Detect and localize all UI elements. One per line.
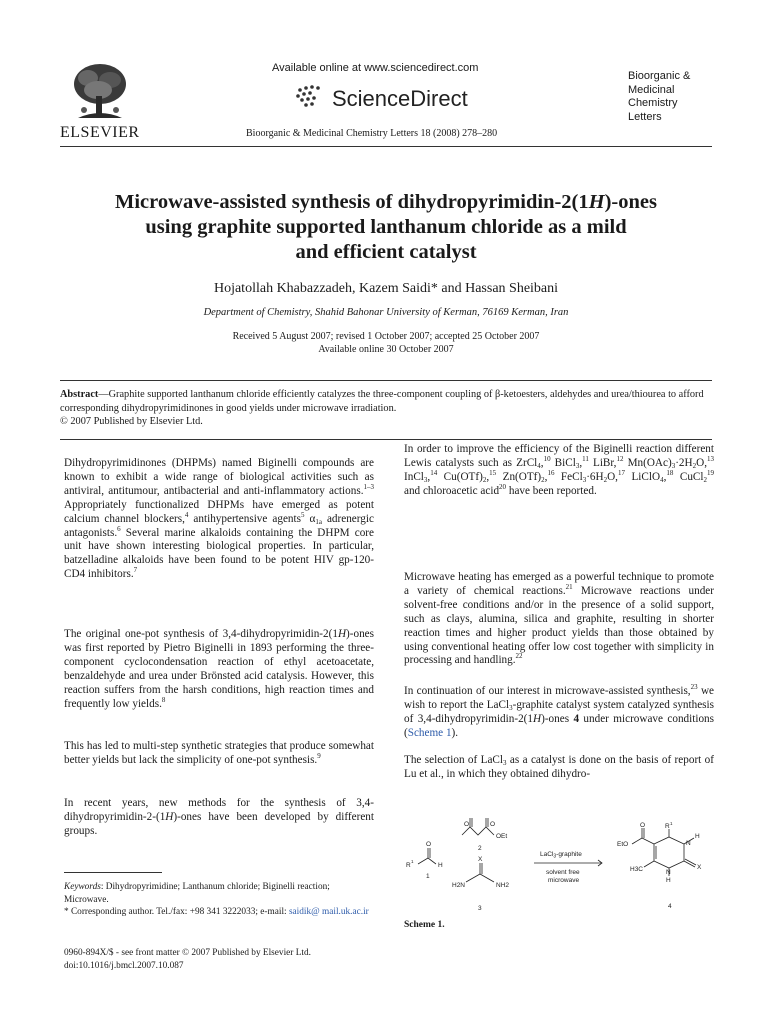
scheme-label: N bbox=[666, 869, 671, 876]
abstract-bottom-rule bbox=[60, 439, 712, 440]
scheme-label: 2 bbox=[478, 845, 482, 852]
scheme-catalyst: LaCl$_3$-graphite bbox=[540, 851, 582, 860]
scheme-label: H2N bbox=[452, 882, 466, 889]
scheme-label: OEt bbox=[496, 833, 508, 840]
paragraph-text: The original one-pot synthesis of 3,4-dihydropyrimidin-2(1H)-ones was first reported by Pietro Biginelli in 1893 performing the three-component cyclocondensation reaction of ethyl acetoacetate, benzaldehyde and urea under Brönsted acid catalysis. However, this reaction suffers from the harsh conditions, high reaction times and frequently low yields.$^8$ bbox=[64, 628, 374, 710]
journal-name-line: Chemistry bbox=[628, 97, 678, 109]
scheme-caption: Scheme 1. bbox=[404, 920, 445, 930]
scheme-label: O bbox=[426, 841, 432, 848]
journal-name-line: Letters bbox=[628, 110, 662, 123]
scheme-label: H bbox=[666, 877, 671, 884]
paragraph-text: In recent years, new methods for the synthesis of 3,4-dihydropyrimidin-2-(1H)-ones have been developed by different groups. bbox=[64, 797, 374, 837]
elsevier-tree-logo bbox=[64, 60, 136, 122]
scheme-condition: microwave bbox=[548, 877, 580, 884]
scheme-label: 1 bbox=[670, 821, 673, 826]
scheme-1-reaction bbox=[404, 818, 714, 918]
abstract-text: —Graphite supported lanthanum chloride efficiently catalyzes the three-component coupling of β-ketoesters, aldehydes and urea/thiourea to afford corresponding dihydropyrimidinones in good yields under microwave irradiation. bbox=[60, 389, 704, 414]
paragraph-selection bbox=[404, 754, 714, 782]
available-online-date: Available online 30 October 2007 bbox=[318, 344, 454, 355]
journal-name-line: Bioorganic & bbox=[628, 70, 691, 82]
publisher-name: ELSEVIER bbox=[60, 124, 140, 141]
sciencedirect-wordmark: ScienceDirect bbox=[332, 86, 468, 111]
scheme-label: X bbox=[478, 856, 483, 863]
paragraph-text: The selection of LaCl$_3$ as a catalyst is done on the basis of report of Lu et al., in which they obtained dihydro- bbox=[404, 754, 714, 780]
keywords: Keywords: Dihydropyrimidine; Lanthanum chloride; Biginelli reaction; Microwave. bbox=[64, 882, 330, 905]
scheme-label: NH2 bbox=[496, 882, 510, 889]
paragraph-biginelli bbox=[64, 628, 374, 711]
article-title bbox=[60, 190, 712, 265]
dates bbox=[60, 330, 712, 356]
scheme-label: R bbox=[665, 823, 670, 830]
scheme-label: O bbox=[490, 821, 496, 828]
scheme-label: 1 bbox=[426, 873, 430, 880]
scheme-condition: solvent free bbox=[546, 869, 580, 876]
abstract-top-rule bbox=[60, 380, 712, 381]
journal-citation: Bioorganic & Medicinal Chemistry Letters 18 (2008) 278–280 bbox=[246, 128, 498, 139]
available-online-text: Available online at www.sciencedirect.com bbox=[272, 62, 479, 74]
scheme-label: 4 bbox=[668, 903, 672, 910]
paragraph-microwave bbox=[404, 571, 714, 668]
scheme-label: 3 bbox=[478, 905, 482, 912]
paragraph-text: Dihydropyrimidinones (DHPMs) named Biginelli compounds are known to exhibit a wide range of biological activities such as antiviral, antitumour, antibacterial and anti-inflammatory actions.$^{1-3}$ Appropriately functionalized DHPMs have emerged as potent calcium channel blockers,$^4$ antihypertensive agents$^5$ $\alpha_{1a}$ adrenergic antagonists.$^6$ Several marine alkaloids containing the DHPM core unit have shown interesting biological properties. In particular, batzelladine alkaloids have been found to be potent HIV gp-120-CD4 inhibitors.$^7$ bbox=[64, 457, 374, 581]
scheme-label: H bbox=[695, 833, 700, 840]
footnote-rule bbox=[64, 872, 162, 873]
title-line: Microwave-assisted synthesis of dihydropyrimidin-2(1H)-ones bbox=[115, 191, 657, 213]
footnotes bbox=[64, 881, 374, 919]
paragraph-text: This has led to multi-step synthetic strategies that produce somewhat better yields but lack the simplicity of one-pot synthesis.$^9$ bbox=[64, 740, 374, 766]
sciencedirect-logo bbox=[292, 80, 492, 112]
authors: Hojatollah Khabazzadeh, Kazem Saidi* and Hassan Sheibani bbox=[213, 281, 559, 296]
doi-line: doi:10.1016/j.bmcl.2007.10.087 bbox=[64, 960, 184, 971]
journal-name bbox=[628, 70, 728, 124]
paragraph-text: In order to improve the efficiency of the Biginelli reaction different Lewis catalysts such as ZrCl$_4$,$^{10}$ BiCl$_3$,$^{11}$ LiBr,$^{12}$ $Mn(OAc)_3\cdot 2H_2O,^{13}$ InCl$_3$,$^{14}$ $Cu(OTf)_2,^{15}$ $Zn(OTf)_2,^{16}$ $FeCl_3\cdot 6H_2O,^{17}$ LiClO$_4$,$^{18}$ CuCl$_2^{19}$ and chloroacetic acid$^{20}$ have been reported. bbox=[404, 443, 714, 497]
scheme-label: N bbox=[686, 840, 691, 847]
scheme-label: O bbox=[464, 821, 470, 828]
paragraph-text: In continuation of our interest in microwave-assisted synthesis,$^{23}$ we wish to report the LaCl$_3$-graphite catalyst system catalyzed synthesis of 3,4-dihydropyrimidin-2(1H)-ones 4 under microwave conditions (Scheme 1). bbox=[404, 683, 714, 739]
paragraph-text: Microwave heating has emerged as a powerful technique to promote a variety of chemical reactions.$^{21}$ Microwave reactions under solvent-free conditions and/or in the presence of a solid support, such as clays, alumina, silica and graphite, resulting in shorter reaction times and higher product yields than those obtained by using conventional heating offer low cost together with simplicity in processing and handling.$^{22}$ bbox=[404, 571, 714, 667]
journal-name-line: Medicinal bbox=[628, 83, 675, 96]
paragraph-lewis-catalysts bbox=[404, 443, 714, 499]
received-dates: Received 5 August 2007; revised 1 October 2007; accepted 25 October 2007 bbox=[232, 331, 540, 342]
header-divider bbox=[60, 146, 712, 147]
scheme-label: H3C bbox=[630, 866, 644, 873]
title-line: using graphite supported lanthanum chloride as a mild bbox=[145, 216, 627, 238]
abstract-label: Abstract bbox=[60, 389, 99, 400]
issn-line: 0960-894X/$ - see front matter © 2007 Published by Elsevier Ltd. bbox=[64, 948, 311, 958]
scheme-label: 1 bbox=[411, 859, 414, 864]
paragraph-intro bbox=[64, 457, 374, 582]
page-footer bbox=[64, 947, 384, 972]
scheme-label: R bbox=[406, 862, 411, 869]
scheme-label: H bbox=[438, 862, 443, 869]
paragraph-multistep bbox=[64, 740, 374, 768]
scheme-label: EtO bbox=[617, 841, 629, 848]
paragraph-continuation bbox=[404, 685, 714, 741]
scheme-label: O bbox=[640, 822, 646, 829]
paragraph-recent bbox=[64, 797, 374, 839]
abstract-copyright: © 2007 Published by Elsevier Ltd. bbox=[60, 416, 203, 427]
corresponding-author: * Corresponding author. Tel./fax: +98 341 3222033; e-mail: saidik@ mail.uk.ac.ir bbox=[64, 907, 369, 917]
affiliation: Department of Chemistry, Shahid Bahonar University of Kerman, 76169 Kerman, Iran bbox=[203, 307, 569, 318]
abstract bbox=[60, 388, 712, 429]
scheme-label: X bbox=[697, 864, 702, 871]
title-line: and efficient catalyst bbox=[295, 241, 477, 263]
